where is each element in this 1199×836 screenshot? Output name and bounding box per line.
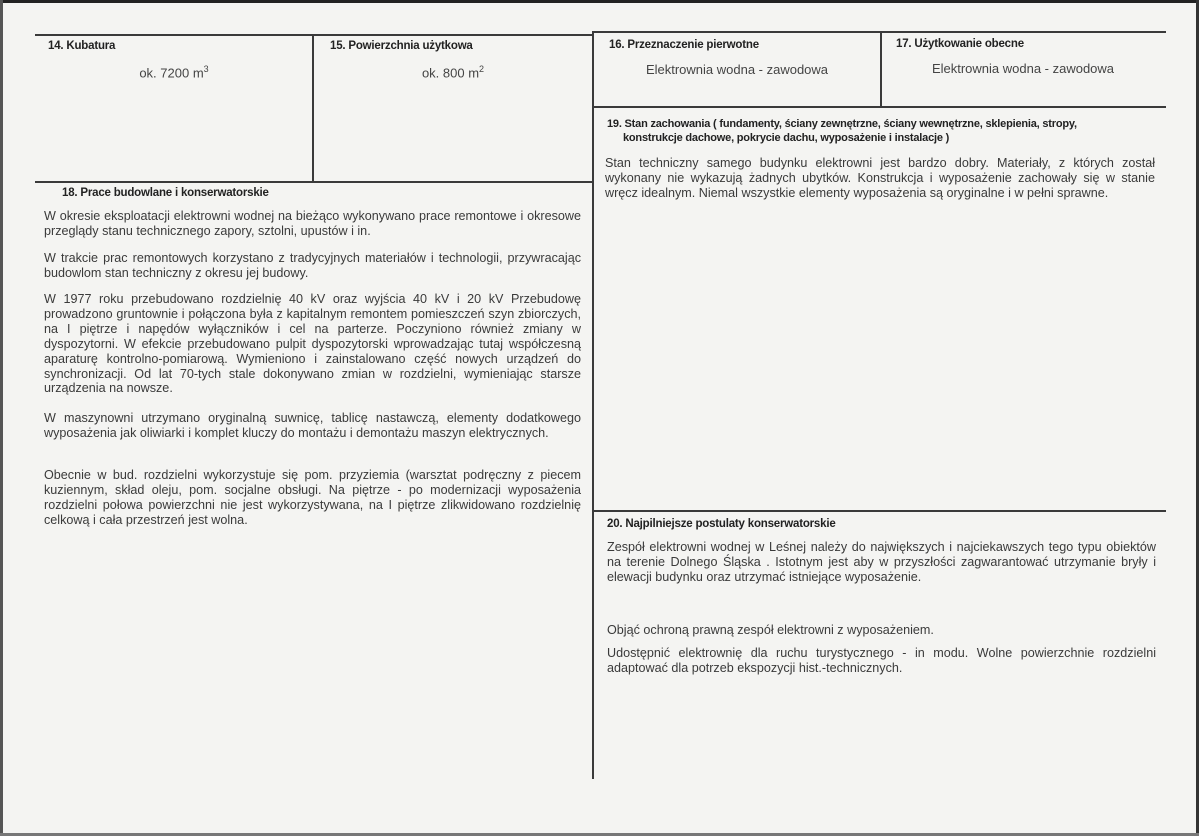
prace-paragraph-5: Obecnie w bud. rozdzielni wykorzystuje się pom. przyziemia (warsztat podręczny z piecem kuziennym, skład oleju, pom. socjalne obsługi. Na piętrze - po modernizacji wyposażenia rozdzielni połowa powierzchni nie jest wykorzystywana, na I piętrze zlikwidowano rozdzielnię celkową i cała przestrzeń jest wolna. <box>44 468 581 527</box>
prace-paragraph-3: W 1977 roku przebudowano rozdzielnię 40 kV oraz wyjścia 40 kV i 20 kV Przebudowę prowadzono gruntownie i połączona była z kapitalnym remontem pomieszczeń szyn zbiorczych, na I piętrze i napędów wyłączników i cel na parterze. Poczyniono również zmiany w dyspozytorni. W efekcie przebudowano pulpit dyspozytorski wprowadzając tutaj współczesną aparaturę kontrolno-pomiarową. Wymieniono i zainstalowano część nowych urządzeń do synchronizacji. Od lat 70-tych stale dokonywano zmian w rozdzielni, wymieniając starsze urządzenia na nowsze. <box>44 292 581 396</box>
powierzchnia-label: 15. Powierzchnia użytkowa <box>330 40 473 52</box>
prace-paragraph-4: W maszynowni utrzymano oryginalną suwnicę, tablicę nastawczą, elementy dodatkowego wyposażenia jak oliwiarki i komplet kluczy do montażu i demontażu maszyn elektrycznych. <box>44 411 581 440</box>
powierzchnia-unit-exp: 2 <box>479 64 485 74</box>
postulaty-paragraph-1: Zespół elektrowni wodnej w Leśnej należy do największych i najciekawszych tego typu obiektów na terenie Dolnego Śląska . Istotnym jest aby w przyszłości zagwarantować utrzymanie bryły i elewacji budynku oraz utrzymać istniejące wyposażenie. <box>607 540 1156 584</box>
divider-14-15 <box>312 34 314 182</box>
kubatura-value-text: ok. 7200 m <box>139 65 204 81</box>
prace-paragraph-2: W trakcie prac remontowych korzystano z tradycyjnych materiałów i technologii, przywracając budowlom stan techniczny z okresu jej budowy. <box>44 251 581 280</box>
powierzchnia-value <box>314 64 592 80</box>
sheet-edge-top <box>0 0 1199 3</box>
main-vertical-divider <box>592 31 594 779</box>
kubatura-value <box>36 64 312 80</box>
postulaty-paragraph-2: Objąć ochroną prawną zespół elektrowni z wyposażeniem. <box>607 623 934 637</box>
kubatura-label: 14. Kubatura <box>48 40 116 52</box>
stan-label-line2: konstrukcje dachowe, pokrycie dachu, wyposażenie i instalacje ) <box>623 132 950 144</box>
uzytkowanie-value: Elektrownia wodna - zawodowa <box>931 61 1115 76</box>
kubatura-unit-exp: 3 <box>203 64 209 74</box>
rule-above-20 <box>593 510 1166 512</box>
top-rule <box>35 34 593 36</box>
powierzchnia-value-text: ok. 800 m <box>421 65 480 81</box>
prace-paragraph-1: W okresie eksploatacji elektrowni wodnej na bieżąco wykonywano prace remontowe i okresowe przeglądy stanu technicznego zapory, sztolni, upustów i in. <box>44 209 581 238</box>
stan-label-line1: 19. Stan zachowania ( fundamenty, ściany zewnętrzne, ściany wewnętrzne, sklepienia, stropy, <box>607 118 1077 130</box>
postulaty-paragraph-3: Udostępnić elektrownię dla ruchu turystycznego - in modu. Wolne powierzchnie rozdzielni adaptować dla potrzeb ekspozycji hist.-technicznych. <box>607 646 1156 675</box>
uzytkowanie-label: 17. Użytkowanie obecne <box>896 38 1024 50</box>
stan-text: Stan techniczny samego budynku elektrowni jest bardzo dobry. Materiały, z których został wykonany nie wykazują żadnych ubytków. Konstrukcja i wyposażenie zachowały się w stanie wręcz idealnym. Niemal wszystkie elementy wyposażenia są oryginalne i w pełni sprawne. <box>605 156 1155 200</box>
rule-under-14-15 <box>35 181 593 183</box>
prace-label: 18. Prace budowlane i konserwatorskie <box>62 187 269 199</box>
sheet-edge-left <box>0 0 3 836</box>
postulaty-label: 20. Najpilniejsze postulaty konserwatorskie <box>607 518 836 530</box>
przeznaczenie-label: 16. Przeznaczenie pierwotne <box>609 39 759 51</box>
przeznaczenie-value: Elektrownia wodna - zawodowa <box>645 62 829 77</box>
rule-under-16-17 <box>593 106 1166 108</box>
